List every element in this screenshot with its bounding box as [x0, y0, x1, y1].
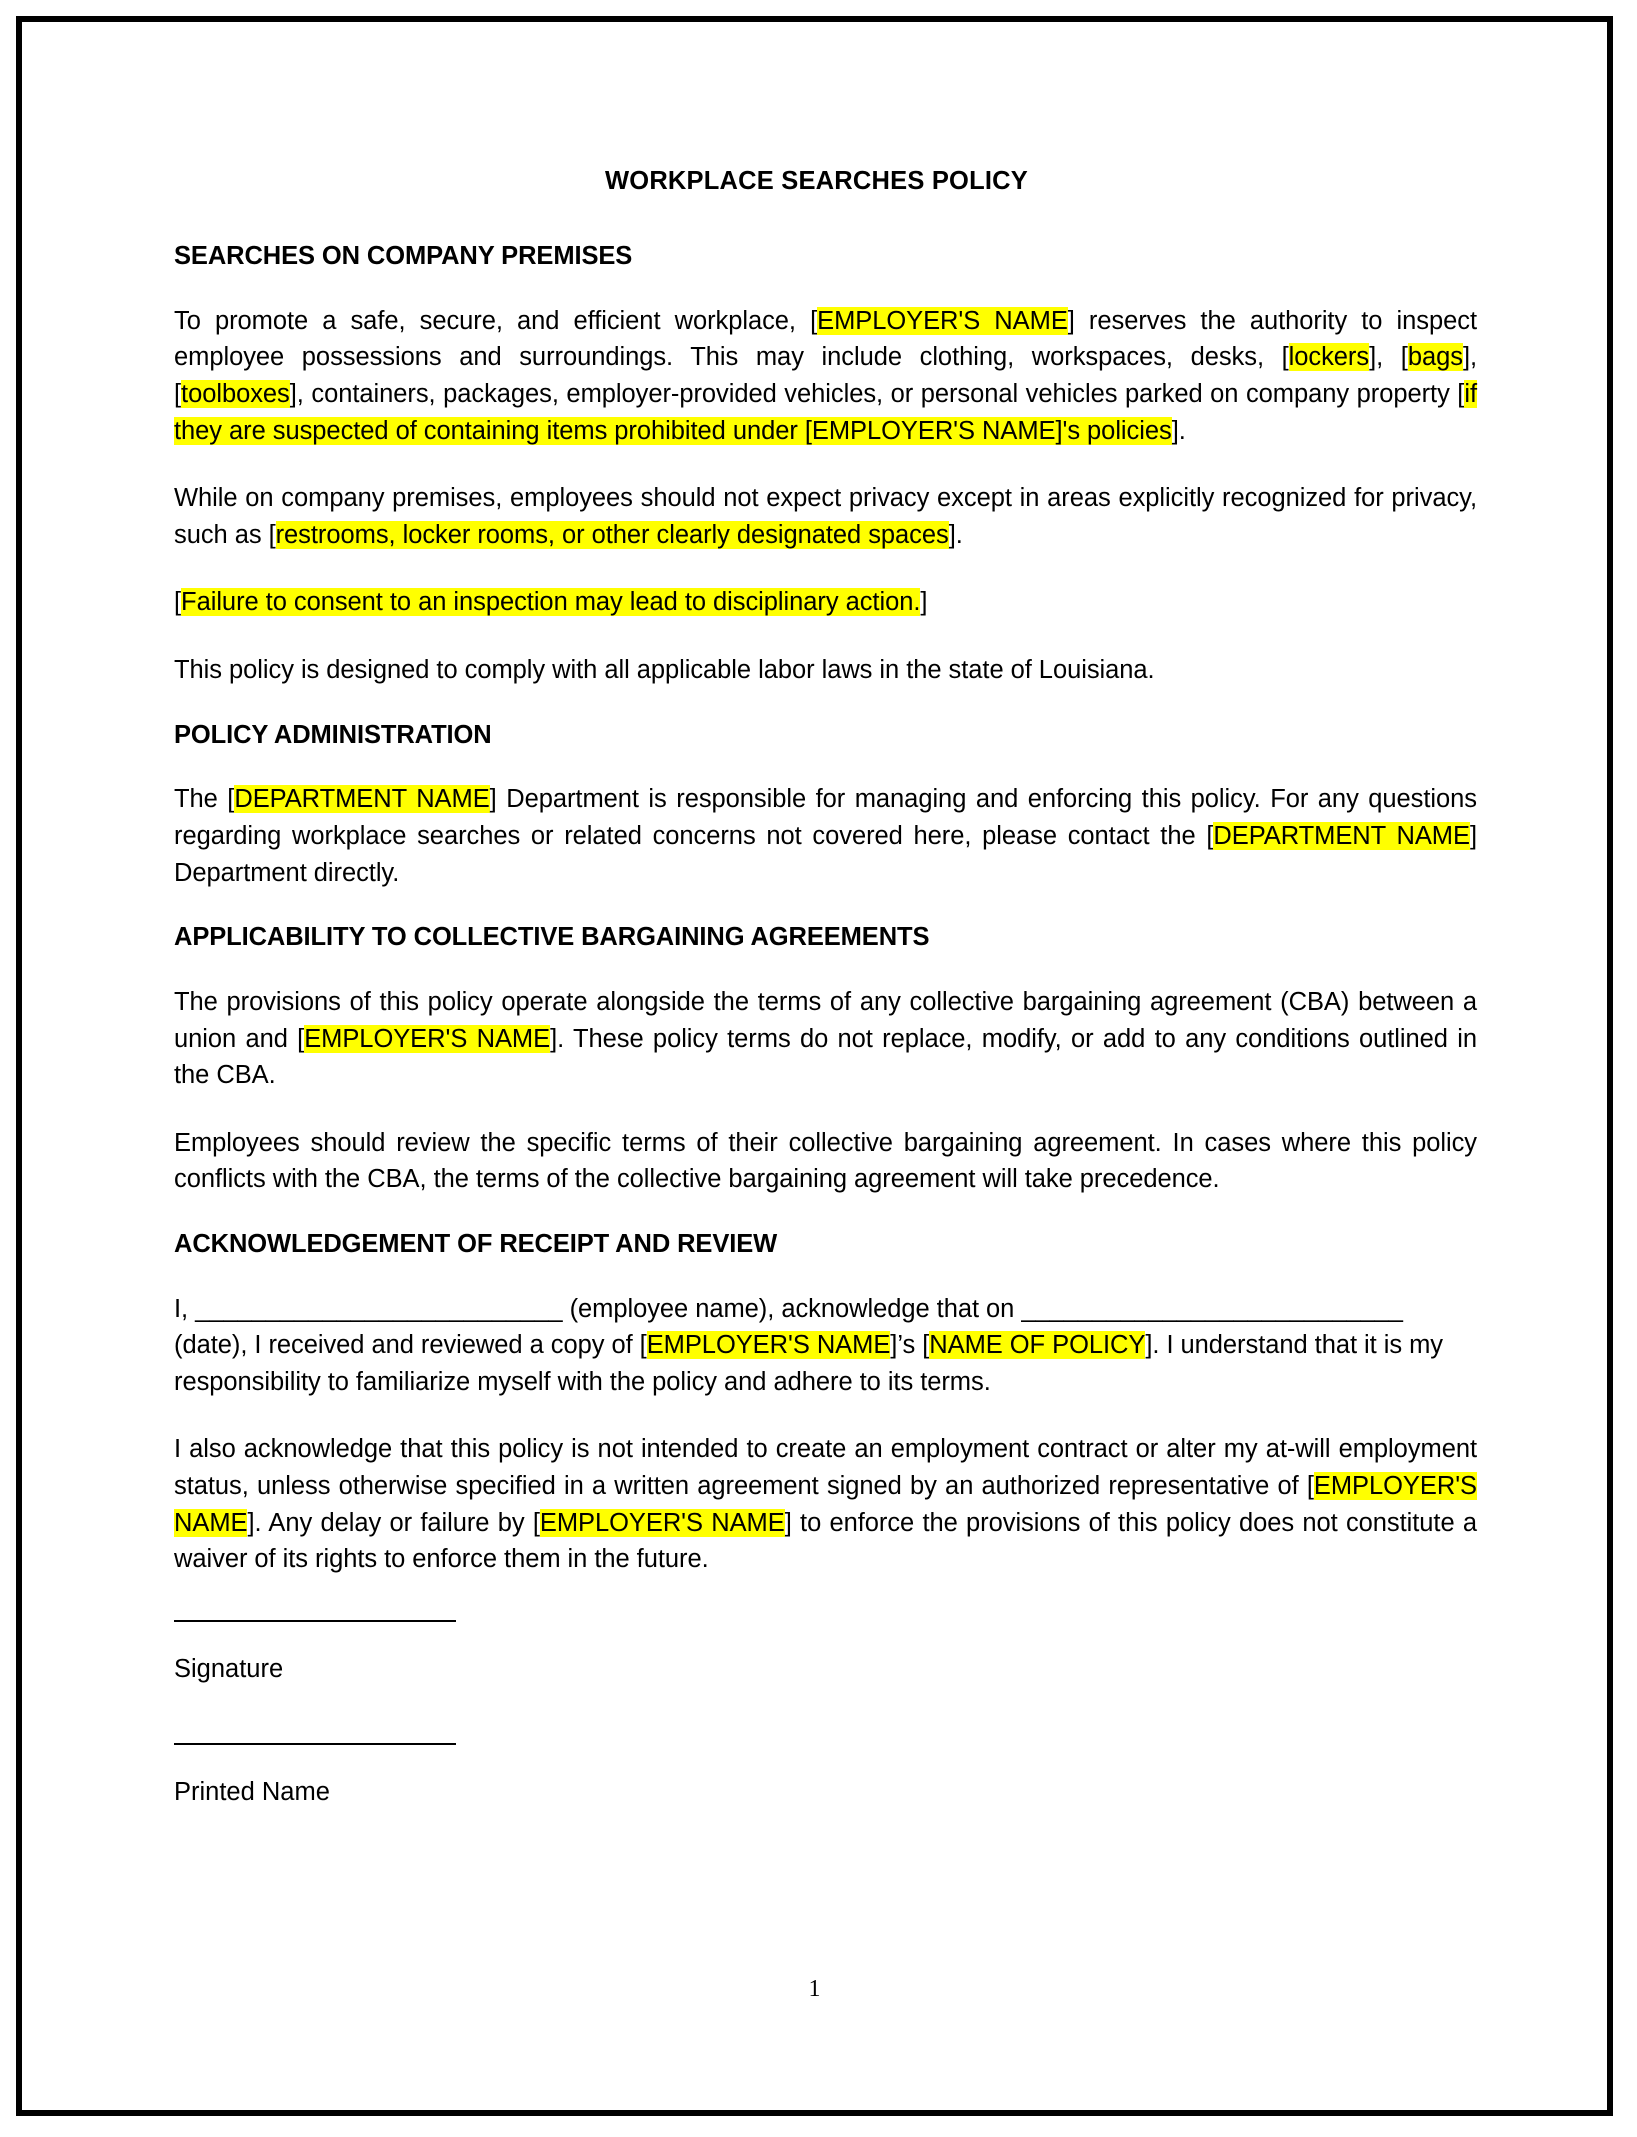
page-title: WORKPLACE SEARCHES POLICY: [605, 167, 1028, 195]
placeholder-name-of-policy: NAME OF POLICY: [929, 1331, 1146, 1360]
placeholder-employers-name-ack: EMPLOYER'S NAME: [646, 1331, 891, 1360]
paragraph-searches-scope: [174, 303, 1477, 449]
printed-name-line[interactable]: [174, 1743, 456, 1745]
text-fragment: I also acknowledge that this policy is not intended to create an employment contract or alter my at-will employment status, unless otherwise specified in a written agreement signed by an authorized representative of [: [174, 1435, 1477, 1501]
text-fragment: ] Department directly.: [174, 821, 1477, 887]
text-fragment: The [: [174, 785, 235, 814]
paragraph-privacy-expectation: [174, 480, 1477, 553]
paragraph-cba-precedence: Employees should review the specific terms of their collective bargaining agreement. In cases where this policy conflicts with the CBA, the terms of the collective bargaining agreement will take precedence.: [174, 1128, 1477, 1194]
placeholder-employers-name-enforce: EMPLOYER'S NAME: [539, 1508, 785, 1537]
text-fragment: ]. Any delay or failure by [: [247, 1508, 540, 1537]
placeholder-bags: bags: [1407, 343, 1463, 372]
page-number: 1: [808, 1976, 821, 2002]
section-heading-acknowledgement: ACKNOWLEDGEMENT OF RECEIPT AND REVIEW: [174, 1229, 778, 1258]
text-fragment: ]. These policy terms do not replace, modify, or add to any conditions outlined in the CBA.: [174, 1024, 1477, 1090]
paragraph-administration-department: [174, 781, 1477, 891]
placeholder-lockers: lockers: [1288, 343, 1370, 372]
paragraph-at-will-disclaimer: [174, 1431, 1477, 1577]
section-heading-policy-administration: POLICY ADMINISTRATION: [174, 720, 492, 749]
text-fragment: To promote a safe, secure, and efficient workplace, [: [174, 306, 818, 335]
text-fragment: ]. I understand that it is my responsibility to familiarize myself with the policy and adhere to its terms.: [174, 1331, 1443, 1396]
text-fragment: ], [: [1369, 343, 1408, 372]
signature-label: Signature: [174, 1654, 284, 1683]
spacer: [174, 1687, 1477, 1743]
document-page: [16, 16, 1613, 2116]
text-fragment: While on company premises, employees should not expect privacy except in areas explicitly recognized for privacy, such as [: [174, 484, 1477, 549]
text-fragment: ] to enforce the provisions of this policy does not constitute a waiver of its rights to enforce them in the future.: [174, 1508, 1478, 1574]
paragraph-labor-law-compliance: This policy is designed to comply with all applicable labor laws in the state of Louisiana.: [174, 655, 1155, 684]
placeholder-employers-name: EMPLOYER'S NAME: [817, 306, 1068, 335]
text-fragment: ] reserves the authority to inspect employee possessions and surroundings. This may include clothing, workspaces, desks, [: [174, 306, 1477, 372]
text-fragment: ], [: [174, 343, 1478, 409]
signature-line[interactable]: [174, 1620, 456, 1622]
blank-date[interactable]: ___________________________: [1021, 1294, 1403, 1323]
signature-block: [174, 1620, 1477, 1811]
text-fragment: (employee name), acknowledge that on: [562, 1294, 1022, 1323]
section-heading-cba-applicability: APPLICABILITY TO COLLECTIVE BARGAINING AGREEMENTS: [174, 923, 930, 952]
text-fragment: ].: [948, 520, 963, 549]
paragraph-failure-to-consent: [174, 584, 1477, 621]
printed-name-label: Printed Name: [174, 1778, 330, 1807]
text-fragment: ] Department is responsible for managing and enforcing this policy. For any questions regarding workplace searches or related concerns not covered here, please contact the [: [174, 785, 1477, 850]
placeholder-suspicion-clause: if they are suspected of containing items prohibited under [EMPLOYER'S NAME]'s policies: [174, 380, 1477, 445]
paragraph-acknowledgement-receipt: [174, 1291, 1477, 1401]
text-fragment: [: [174, 588, 182, 617]
text-fragment: ], containers, packages, employer-provided vehicles, or personal vehicles parked on company property [: [289, 380, 1465, 409]
placeholder-employers-name-rep: EMPLOYER'S NAME: [174, 1472, 1477, 1537]
blank-employee-name[interactable]: __________________________: [195, 1294, 563, 1323]
paragraph-cba-provisions: [174, 984, 1477, 1094]
page-content: [22, 22, 1607, 2110]
section-heading-searches: SEARCHES ON COMPANY PREMISES: [174, 242, 633, 270]
text-fragment: I,: [174, 1294, 196, 1323]
text-fragment: (date), I received and reviewed a copy of [: [174, 1331, 647, 1360]
placeholder-toolboxes: toolboxes: [181, 380, 290, 409]
text-fragment: The provisions of this policy operate alongside the terms of any collective bargaining agreement (CBA) between a union and [: [174, 987, 1477, 1053]
text-fragment: ]: [920, 588, 928, 617]
placeholder-department-name-1: DEPARTMENT NAME: [234, 785, 490, 814]
placeholder-consent-clause: Failure to consent to an inspection may lead to disciplinary action.: [181, 588, 921, 617]
text-fragment: ]’s [: [890, 1331, 930, 1360]
placeholder-private-areas: restrooms, locker rooms, or other clearly designated spaces: [275, 520, 949, 549]
placeholder-department-name-2: DEPARTMENT NAME: [1213, 821, 1470, 850]
placeholder-employers-name-cba: EMPLOYER'S NAME: [304, 1024, 551, 1053]
text-fragment: ].: [1171, 416, 1186, 445]
